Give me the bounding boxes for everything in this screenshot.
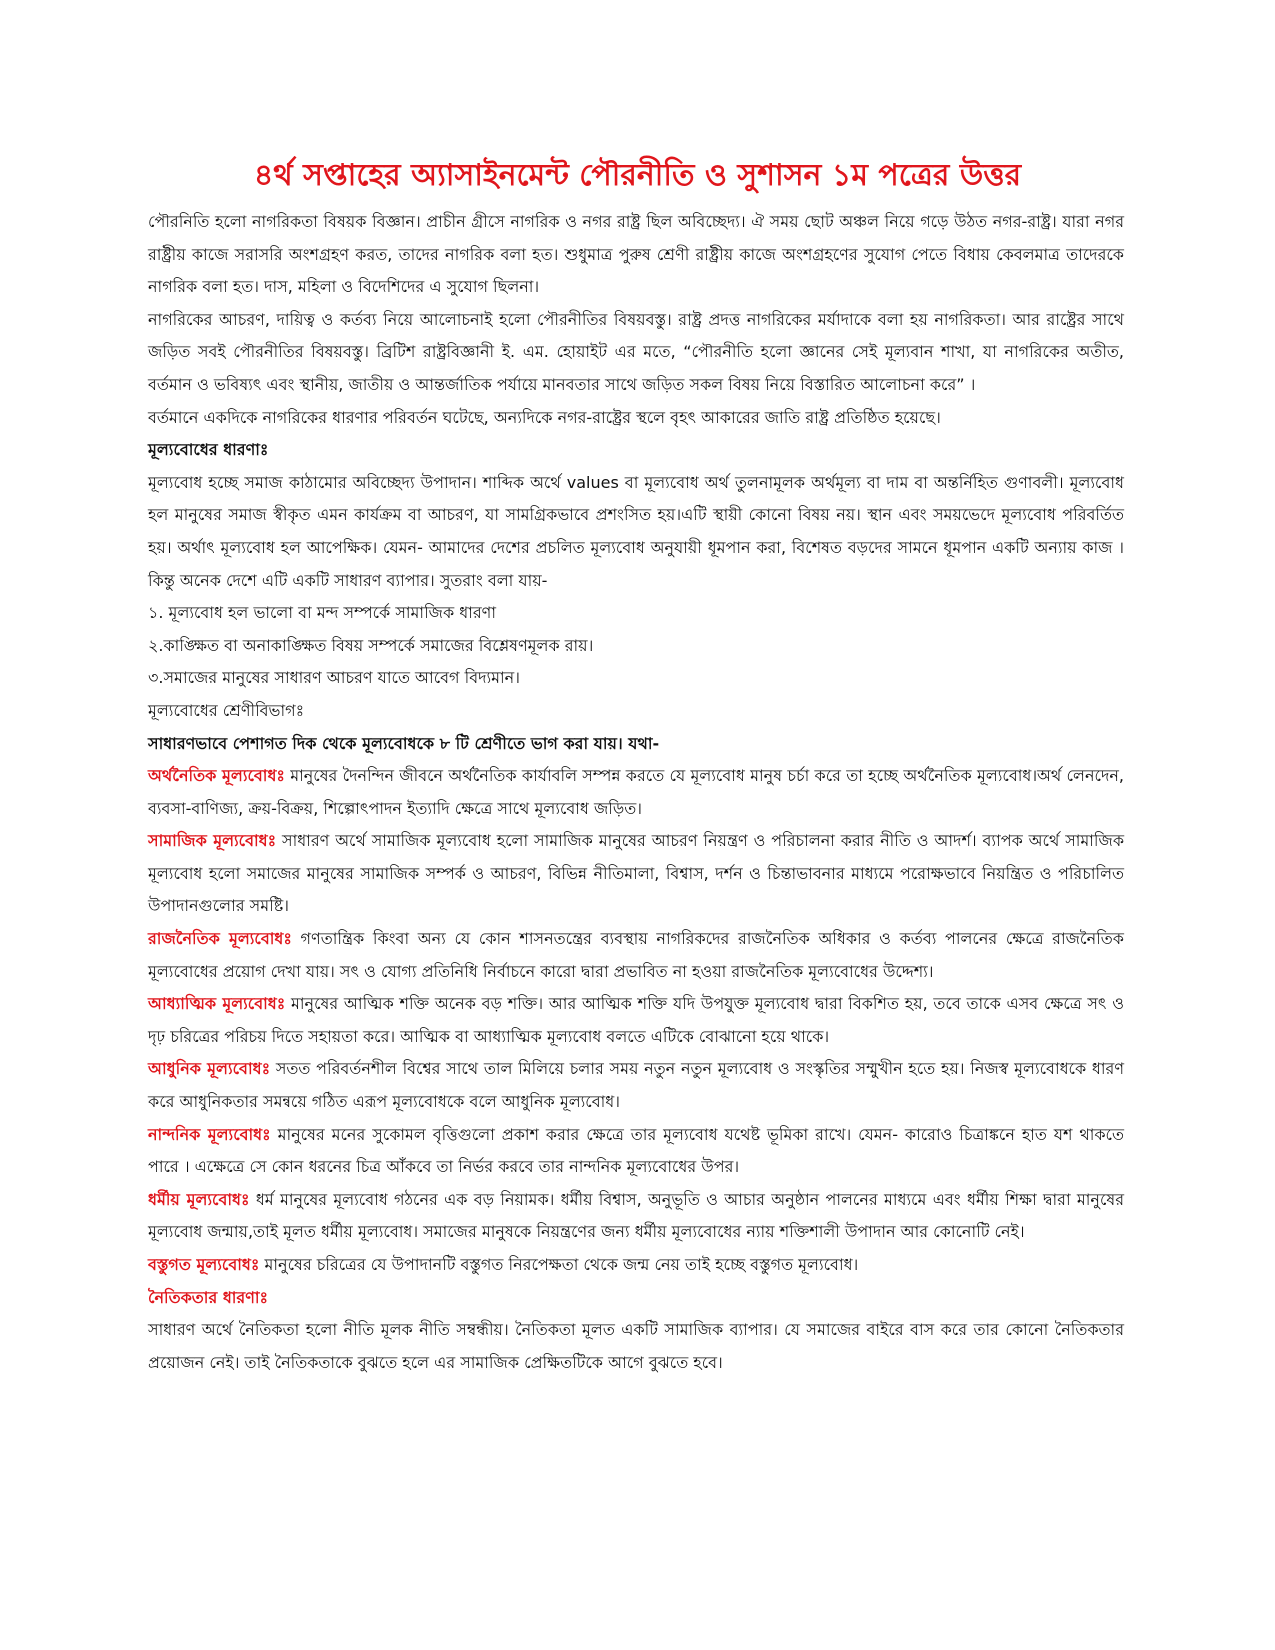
category-spiritual <box>148 988 1124 1053</box>
category-text: মানুষের দৈনন্দিন জীবনে অর্থনৈতিক কার্যাবলি সম্পন্ন করতে যে মূল্যবোধ মানুষ চর্চা করে তা হচ্ছে অর্থনৈতিক মূল্যবোধ।অর্থ লেনদেন, ব্যবসা-বাণিজ্য, ক্রয়-বিক্রয়, শিল্পোৎপাদন ইত্যাদি ক্ষেত্রে সাথে মূল্যবোধ জড়িত। <box>148 766 1124 818</box>
morality-heading: নৈতিকতার ধারণাঃ <box>148 1287 269 1307</box>
category-term: আধ্যাত্মিক মূল্যবোধঃ <box>148 994 286 1014</box>
classification-intro: সাধারণভাবে পেশাগত দিক থেকে মূল্যবোধকে ৮ টি শ্রেণীতে ভাগ করা যায়। যথা- <box>148 733 660 753</box>
category-term: বস্তুগত মূল্যবোধঃ <box>148 1255 260 1274</box>
category-term: ধর্মীয় মূল্যবোধঃ <box>148 1189 250 1209</box>
category-text: মানুষের আত্মিক শক্তি অনেক বড় শক্তি। আর আত্মিক শক্তি যদি উপযুক্ত মূল্যবোধ দ্বারা বিকশিত হয়, তবে তাকে এসব ক্ষেত্রে সৎ ও দৃঢ় চরিত্রের পরিচয় দিতে সহায়তা করে। আত্মিক বা আধ্যাত্মিক মূল্যবোধ বলতে এটিকে বোঝানো হয়ে থাকে। <box>148 994 1124 1046</box>
category-text: ধর্ম মানুষের মূল্যবোধ গঠনের এক বড় নিয়ামক। ধর্মীয় বিশ্বাস, অনুভূতি ও আচার অনুষ্ঠান পালনের মাধ্যমে এবং ধর্মীয় শিক্ষা দ্বারা মানুষের মূল্যবোধ জন্মায়,তাই মূলত ধর্মীয় মূল্যবোধ। সমাজের মানুষকে নিয়ন্ত্রণের জন্য ধর্মীয় মূল্যবোধের ন্যায় শক্তিশালী উপাদান আর কোনোটি নেই। <box>148 1189 1125 1242</box>
page-title: ৪র্থ সপ্তাহের অ্যাসাইনমেন্ট পৌরনীতি ও সুশাসন ১ম পত্রের উত্তর <box>253 158 1022 193</box>
category-aesthetic <box>148 1119 1124 1184</box>
category-social <box>148 825 1124 923</box>
intro-paragraph-1: পৌরনিতি হলো নাগরিকতা বিষয়ক বিজ্ঞান। প্রাচীন গ্রীসে নাগরিক ও নগর রাষ্ট্র ছিল অবিচ্ছেদ্য। ঐ সময় ছোট অঞ্চল নিয়ে গড়ে উঠত নগর-রাষ্ট্র। যারা নগর রাষ্ট্রীয় কাজে সরাসরি অংশগ্রহণ করত, তাদের নাগরিক বলা হত। শুধুমাত্র পুরুষ শ্রেণী রাষ্ট্রীয় কাজে অংশগ্রহণের সুযোগ পেতে বিধায় কেবলমাত্র তাদেরকে নাগরিক বলা হত। দাস, মহিলা ও বিদেশিদের এ সুযোগ ছিলনা। <box>148 212 1124 297</box>
category-text: গণতান্ত্রিক কিংবা অন্য যে কোন শাসনতন্ত্রের ব্যবস্থায় নাগরিকদের রাজনৈতিক অধিকার ও কর্তব্য পালনের ক্ষেত্রে রাজনৈতিক মূল্যবোধের প্রয়োগ দেখা যায়। সৎ ও যোগ্য প্রতিনিধি নির্বাচনে কারো দ্বারা প্রভাবিত না হওয়া রাজনৈতিক মূল্যবোধের উদ্দেশ্য। <box>148 929 1124 981</box>
category-text: সাধারণ অর্থে সামাজিক মূল্যবোধ হলো সামাজিক মানুষের আচরণ নিয়ন্ত্রণ ও পরিচালনা করার নীতি ও আদর্শ। ব্যাপক অর্থে সামাজিক মূল্যবোধ হলো সমাজের মানুষের সামাজিক সম্পর্ক ও আচরণ, বিভিন্ন নীতিমালা, বিশ্বাস, দর্শন ও চিন্তাভাবনার মাধ্যমে পরোক্ষভাবে নিয়ন্ত্রিত ও পরিচালিত উপাদানগুলোর সমষ্টি। <box>148 831 1125 916</box>
category-material <box>148 1249 1124 1282</box>
values-point-3: ৩.সমাজের মানুষের সাধারণ আচরণ যাতে আবেগ বিদ্যমান। <box>148 668 520 688</box>
category-term: অর্থনৈতিক মূল্যবোধঃ <box>148 766 285 786</box>
category-text: মানুষের চরিত্রের যে উপাদানটি বস্তুগত নিরপেক্ষতা থেকে জন্ম নেয় তাই হচ্ছে বস্তুগত মূল্যবোধ। <box>259 1255 859 1274</box>
values-point-2: ২.কাঙ্ক্ষিত বা অনাকাঙ্ক্ষিত বিষয় সম্পর্কে সমাজের বিশ্লেষণমূলক রায়। <box>148 635 594 655</box>
category-term: আধুনিক মূল্যবোধঃ <box>148 1059 271 1079</box>
category-political <box>148 923 1124 988</box>
category-modern <box>148 1053 1124 1118</box>
document-body <box>148 206 1124 1379</box>
values-point-1: ১. মূল্যবোধ হল ভালো বা মন্দ সম্পর্কে সামাজিক ধারণা <box>148 603 496 623</box>
intro-paragraph-2: নাগরিকের আচরণ, দায়িত্ব ও কর্তব্য নিয়ে আলোচনাই হলো পৌরনীতির বিষয়বস্তু। রাষ্ট্র প্রদত্ত নাগরিকের মর্যাদাকে বলা হয় নাগরিকতা। আর রাষ্ট্রের সাথে জড়িত সবই পৌরনীতির বিষয়বস্তু। ব্রিটিশ রাষ্ট্রবিজ্ঞানী ই. এম. হোয়াইট এর মতে, “পৌরনীতি হলো জ্ঞানের সেই মূল্যবান শাখা, যা নাগরিকের অতীত, বর্তমান ও ভবিষ্যৎ এবং স্থানীয়, জাতীয় ও আন্তর্জাতিক পর্যায়ে মানবতার সাথে জড়িত সকল বিষয় নিয়ে বিস্তারিত আলোচনা করে” । <box>148 309 1124 394</box>
category-text: সতত পরিবর্তনশীল বিশ্বের সাথে তাল মিলিয়ে চলার সময় নতুন নতুন মূল্যবোধ ও সংস্কৃতির সম্মুখীন হতে হয়। নিজস্ব মূল্যবোধকে ধারণ করে আধুনিকতার সমন্বয়ে গঠিত এরূপ মূল্যবোধকে বলে আধুনিক মূল্যবোধ। <box>148 1059 1124 1112</box>
morality-paragraph: সাধারণ অর্থে নৈতিকতা হলো নীতি মূলক নীতি সম্বন্ধীয়। নৈতিকতা মূলত একটি সামাজিক ব্যাপার। যে সমাজের বাইরে বাস করে তার কোনো নৈতিকতার প্রয়োজন নেই। তাই নৈতিকতাকে বুঝতে হলে এর সামাজিক প্রেক্ষিতটিকে আগে বুঝতে হবে। <box>148 1320 1124 1372</box>
category-religious <box>148 1184 1124 1249</box>
intro-paragraph-3: বর্তমানে একদিকে নাগরিকের ধারণার পরিবর্তন ঘটেছে, অন্যদিকে নগর-রাষ্ট্রের স্থলে বৃহৎ আকারের জাতি রাষ্ট্র প্রতিষ্ঠিত হয়েছে। <box>148 407 941 427</box>
category-term: সামাজিক মূল্যবোধঃ <box>148 831 277 851</box>
category-term: নান্দনিক মূল্যবোধঃ <box>148 1124 271 1144</box>
values-heading: মূল্যবোধের ধারণাঃ <box>148 440 269 460</box>
category-term: রাজনৈতিক মূল্যবোধঃ <box>148 929 292 949</box>
classification-label: মূল্যবোধের শ্রেণীবিভাগঃ <box>148 700 305 720</box>
category-text: মানুষের মনের সুকোমল বৃত্তিগুলো প্রকাশ করার ক্ষেত্রে তার মূল্যবোধ যথেষ্ট ভূমিকা রাখে। যেমন- কারোও চিত্রাঙ্কনে হাত যশ থাকতে পারে । এক্ষেত্রে সে কোন ধরনের চিত্র আঁকবে তা নির্ভর করবে তার নান্দনিক মূল্যবোধের উপর। <box>148 1124 1124 1177</box>
category-economic <box>148 760 1124 825</box>
values-paragraph: মূল্যবোধ হচ্ছে সমাজ কাঠামোর অবিচ্ছেদ্য উপাদান। শাব্দিক অর্থে values বা মূল্যবোধ অর্থ তুলনামূলক অর্থমূল্য বা দাম বা অন্তর্নিহিত গুণাবলী। মূল্যবোধ হল মানুষের সমাজ স্বীকৃত এমন কার্যক্রম বা আচরণ, যা সামগ্রিকভাবে প্রশংসিত হয়।এটি স্থায়ী কোনো বিষয় নয়। স্থান এবং সময়ভেদে মূল্যবোধ পরিবর্তিত হয়। অর্থাৎ মূল্যবোধ হল আপেক্ষিক। যেমন- আমাদের দেশের প্রচলিত মূল্যবোধ অনুযায়ী ধূমপান করা, বিশেষত বড়দের সামনে ধূমপান একটি অন্যায় কাজ । কিন্তু অনেক দেশে এটি একটি সাধারণ ব্যাপার। সুতরাং বলা যায়- <box>148 472 1124 590</box>
